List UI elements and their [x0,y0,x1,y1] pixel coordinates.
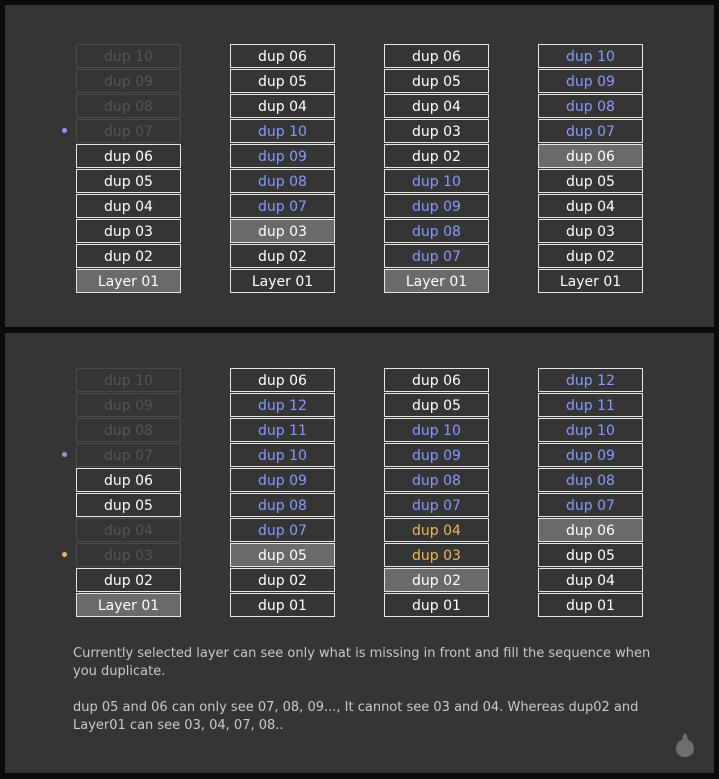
layer-cell: dup 06 [76,144,181,168]
layer-cell: dup 03 [230,219,335,243]
top-column-1 [76,44,181,294]
layer-cell: dup 06 [230,44,335,68]
layer-cell: dup 12 [538,368,643,392]
caption-line-2: dup 05 and 06 can only see 07, 08, 09..., It cannot see 03 and 04. Whereas dup02 and Layer01 can see 03, 04, 07, 08.. [73,700,639,733]
layer-cell: dup 10 [538,44,643,68]
layer-cell: dup 02 [538,244,643,268]
layer-cell: dup 05 [76,169,181,193]
top-column-3 [384,44,489,294]
layer-cell: dup 06 [230,368,335,392]
layer-cell: dup 03 [76,543,181,567]
orange-marker-dot [62,552,67,557]
layer-cell: dup 06 [76,468,181,492]
layer-cell: dup 09 [230,468,335,492]
layer-cell: dup 05 [384,393,489,417]
layer-cell: dup 10 [76,44,181,68]
layer-cell: dup 04 [384,94,489,118]
layer-cell: Layer 01 [538,269,643,293]
layer-cell: dup 05 [230,69,335,93]
layer-cell: dup 07 [76,443,181,467]
bottom-column-1 [76,368,181,618]
layer-cell: dup 02 [76,244,181,268]
layer-cell: dup 08 [384,219,489,243]
bottom-column-2 [230,368,335,618]
bottom-column-3 [384,368,489,618]
layer-cell: dup 05 [538,543,643,567]
layer-cell: dup 07 [538,119,643,143]
layer-cell: Layer 01 [384,269,489,293]
layer-cell: dup 05 [76,493,181,517]
layer-cell: dup 09 [538,443,643,467]
layer-cell: dup 09 [230,144,335,168]
layer-cell: dup 03 [384,543,489,567]
layer-cell: dup 07 [76,119,181,143]
layer-cell: dup 08 [76,418,181,442]
layer-cell: dup 09 [384,443,489,467]
layer-cell: dup 10 [230,443,335,467]
layer-cell: dup 11 [538,393,643,417]
layer-cell: dup 10 [384,418,489,442]
layer-cell: dup 09 [538,69,643,93]
layer-cell: dup 10 [538,418,643,442]
layer-cell: dup 04 [230,94,335,118]
layer-cell: dup 06 [384,44,489,68]
layer-cell: dup 09 [76,69,181,93]
layer-cell: Layer 01 [76,593,181,617]
layer-cell: dup 05 [384,69,489,93]
caption-line-1: Currently selected layer can see only what is missing in front and fill the sequence when you duplicate. [73,646,651,679]
layer-cell: dup 01 [384,593,489,617]
layer-cell: dup 07 [384,244,489,268]
top-diagram-panel [5,5,714,327]
layer-cell: dup 08 [230,169,335,193]
layer-cell: Layer 01 [76,269,181,293]
layer-cell: dup 06 [538,518,643,542]
layer-cell: dup 01 [538,593,643,617]
layer-cell: dup 10 [76,368,181,392]
layer-cell: dup 08 [538,94,643,118]
layer-cell: dup 09 [384,194,489,218]
layer-cell: dup 04 [76,194,181,218]
layer-cell: dup 09 [76,393,181,417]
layer-cell: dup 03 [76,219,181,243]
layer-cell: dup 10 [230,119,335,143]
layer-cell: dup 06 [538,144,643,168]
layer-cell: dup 08 [230,493,335,517]
layer-cell: dup 07 [384,493,489,517]
layer-cell: dup 04 [384,518,489,542]
layer-cell: dup 12 [230,393,335,417]
layer-cell: Layer 01 [230,269,335,293]
layer-cell: dup 03 [384,119,489,143]
layer-cell: dup 08 [76,94,181,118]
layer-cell: dup 03 [538,219,643,243]
mascot-logo-icon [674,731,696,759]
layer-cell: dup 04 [538,194,643,218]
blue-marker-dot [62,452,67,457]
layer-cell: dup 05 [230,543,335,567]
layer-cell: dup 02 [384,144,489,168]
layer-cell: dup 04 [538,568,643,592]
bottom-column-4 [538,368,643,618]
layer-cell: dup 07 [230,194,335,218]
layer-cell: dup 01 [230,593,335,617]
layer-cell: dup 04 [76,518,181,542]
layer-cell: dup 02 [384,568,489,592]
top-column-4 [538,44,643,294]
layer-cell: dup 02 [76,568,181,592]
layer-cell: dup 02 [230,568,335,592]
layer-cell: dup 11 [230,418,335,442]
layer-cell: dup 05 [538,169,643,193]
top-column-2 [230,44,335,294]
bottom-diagram-panel [5,333,714,773]
blue-marker-dot [62,128,67,133]
layer-cell: dup 08 [538,468,643,492]
layer-cell: dup 02 [230,244,335,268]
layer-cell: dup 07 [538,493,643,517]
layer-cell: dup 10 [384,169,489,193]
layer-cell: dup 07 [230,518,335,542]
layer-cell: dup 08 [384,468,489,492]
layer-cell: dup 06 [384,368,489,392]
